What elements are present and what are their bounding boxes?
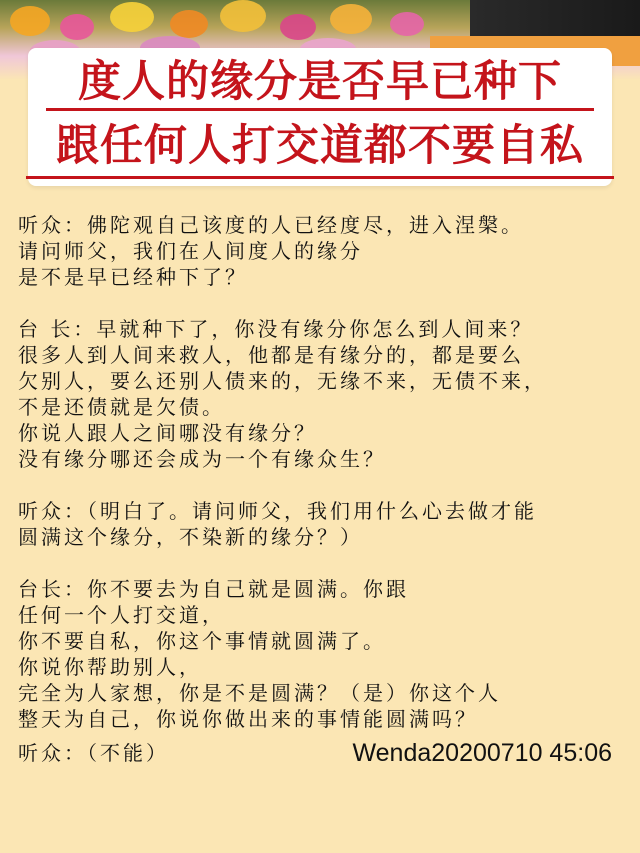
title-line-1: 度人的缘分是否早已种下	[78, 57, 562, 107]
flower-decoration	[110, 2, 154, 32]
listener-reply: 听众：（不能）	[18, 741, 169, 765]
dialogue-line: 你说人跟人之间哪没有缘分？	[18, 421, 317, 445]
dialogue-line: 不是还债就是欠债。	[18, 395, 225, 419]
dialogue-line: 是不是早已经种下了？	[18, 265, 248, 289]
flower-decoration	[10, 6, 50, 36]
title-underline-1	[46, 108, 594, 111]
source-timestamp: Wenda20200710 45:06	[352, 739, 612, 767]
flower-decoration	[390, 12, 424, 36]
dialogue-line: 没有缘分哪还会成为一个有缘众生？	[18, 447, 386, 471]
paragraph-gap	[18, 550, 628, 576]
dialogue-line: 请问师父，我们在人间度人的缘分	[18, 239, 363, 263]
dialogue-line: 听众：佛陀观自己该度的人已经度尽，进入涅槃。	[18, 213, 524, 237]
dialogue-line: 你不要自私，你这个事情就圆满了。	[18, 629, 386, 653]
flower-decoration	[280, 14, 316, 40]
flower-decoration	[220, 0, 266, 32]
dialogue-line: 听众：（明白了。请问师父，我们用什么心去做才能	[18, 499, 537, 523]
dialogue-text	[18, 212, 628, 732]
paragraph-gap	[18, 472, 628, 498]
dialogue-line: 整天为自己，你说你做出来的事情能圆满吗？	[18, 707, 478, 731]
paragraph-gap	[18, 290, 628, 316]
dialogue-line: 完全为人家想，你是不是圆满？（是）你这个人	[18, 681, 501, 705]
flower-decoration	[60, 14, 94, 40]
dialogue-line: 任何一个人打交道，	[18, 603, 225, 627]
title-line-2: 跟任何人打交道都不要自私	[56, 121, 584, 171]
dialogue-line: 你说你帮助别人，	[18, 655, 202, 679]
dialogue-line: 台长：你不要去为自己就是圆满。你跟	[18, 577, 409, 601]
dialogue-line: 台 长：早就种下了，你没有缘分你怎么到人间来？	[18, 317, 534, 341]
closing-row	[18, 738, 628, 768]
flower-decoration	[170, 10, 208, 38]
dialogue-line: 很多人到人间来救人，他都是有缘分的，都是要么	[18, 343, 524, 367]
flower-decoration	[330, 4, 372, 34]
title-underline-2	[26, 176, 614, 179]
dialogue-line: 圆满这个缘分，不染新的缘分？）	[18, 525, 363, 549]
dialogue-line: 欠别人，要么还别人债来的，无缘不来，无债不来，	[18, 369, 547, 393]
